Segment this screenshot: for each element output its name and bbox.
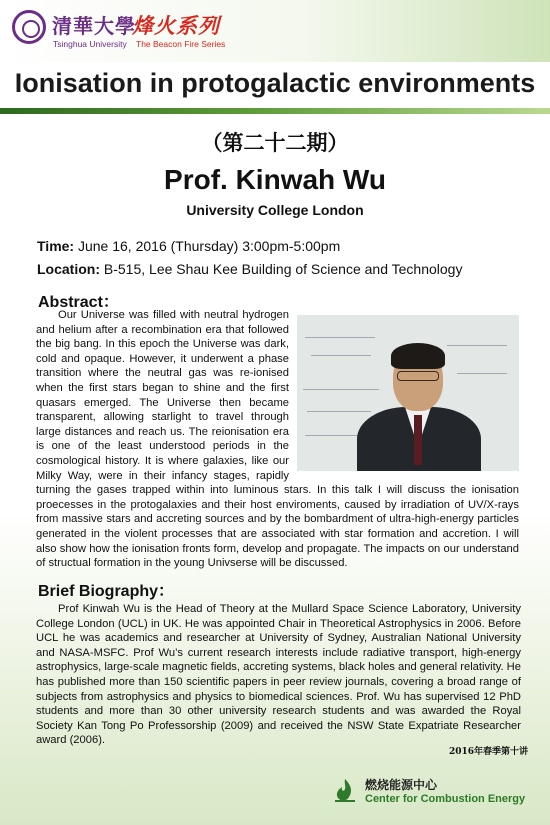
speaker-photo <box>297 315 519 471</box>
biography-heading: Brief Biography： <box>38 583 175 600</box>
abstract-section <box>36 308 519 571</box>
location-line <box>37 261 462 277</box>
tsinghua-name-en: Tsinghua University <box>53 39 127 49</box>
beacon-name-en: The Beacon Fire Series <box>136 39 226 49</box>
tsinghua-seal-icon <box>12 10 46 44</box>
abstract-text: Our Universe was filled with neutral hydrogen and helium after a recombination era that followed the big bang. In this epoch the Universe was dark, cold and opaque. However, it underwent a phase transition where the neutral gas was re-ionised when the first stars began to shine and the first quasars emerged. The Universe then became transparent, allowing starlight to travel through large distances and reach us. The reionisation era is one of the least understood periods in the cosmological history. It is where galaxies, like our Milky Way, were in their infancy stages, rapidly turning the gases trapped within into luminous stars. In this talk I will discuss the ionisation proecesses in the protogalaxies and their host enviroments, caused by irradiation of UV/X-rays from massive stars and accreting sources and by the bombardment of ultra-high-energy particles generated in the violent processes that are associated with star formation and accretion. I will also show how the ionisation fronts form, develop and propagate. The impacts on our understand of structual formation in the young Univserse will be discussed. <box>36 309 519 570</box>
time-label: Time: <box>37 238 75 254</box>
speaker-affiliation: University College London <box>186 202 364 218</box>
tsinghua-name-cn: 清華大學 <box>52 14 136 38</box>
ccel-logo <box>331 775 531 815</box>
title-underline-bar <box>0 108 550 114</box>
speaker-name: Prof. Kinwah Wu <box>164 164 386 195</box>
ccel-flame-icon <box>331 777 359 805</box>
abstract-heading: Abstract： <box>38 294 119 311</box>
biography-section <box>36 602 521 748</box>
lecture-series-note: 2016年春季第十讲 <box>448 747 528 757</box>
time-value: June 16, 2016 (Thursday) 3:00pm-5:00pm <box>74 238 341 254</box>
talk-title: Ionisation in protogalactic environments <box>14 68 536 98</box>
ccel-name-en: Center for Combustion Energy <box>365 793 526 805</box>
location-label: Location: <box>37 261 100 277</box>
ccel-name-cn: 燃烧能源中心 <box>365 778 438 792</box>
beacon-series-logo <box>130 8 230 56</box>
time-line <box>37 238 340 254</box>
location-value: B-515, Lee Shau Kee Building of Science and Technology <box>100 261 463 277</box>
header-banner <box>0 0 550 62</box>
biography-text: Prof Kinwah Wu is the Head of Theory at the Mullard Space Science Laboratory, University College London (UCL) in UK. He was appointed Chair in Theoretical Astrophysics in 2006. Before UCL he was academics and researcher at University of Sydney, Australian National University and NASA-MSFC. Prof Wu’s current research interests include radiative transport, high-energy astrophysics, large-scale magnetic fields, accreting systems, black holes and general relativity. He has published more than 150 scientific papers in peer review journals, covering a broad range of subjects from astrophysics and physics to biomedical sciences. Prof. Wu has supervised 12 PhD students and more than 30 other university research students and was awarded the Royal Society Kan Tong Po Professorship (2009) and received the NSW State Expatriate Researcher award (2006). <box>36 603 521 747</box>
issue-number: （第二十二期） <box>201 130 349 155</box>
tsinghua-logo <box>12 8 136 56</box>
beacon-name-cn: 烽火系列 <box>132 15 220 38</box>
